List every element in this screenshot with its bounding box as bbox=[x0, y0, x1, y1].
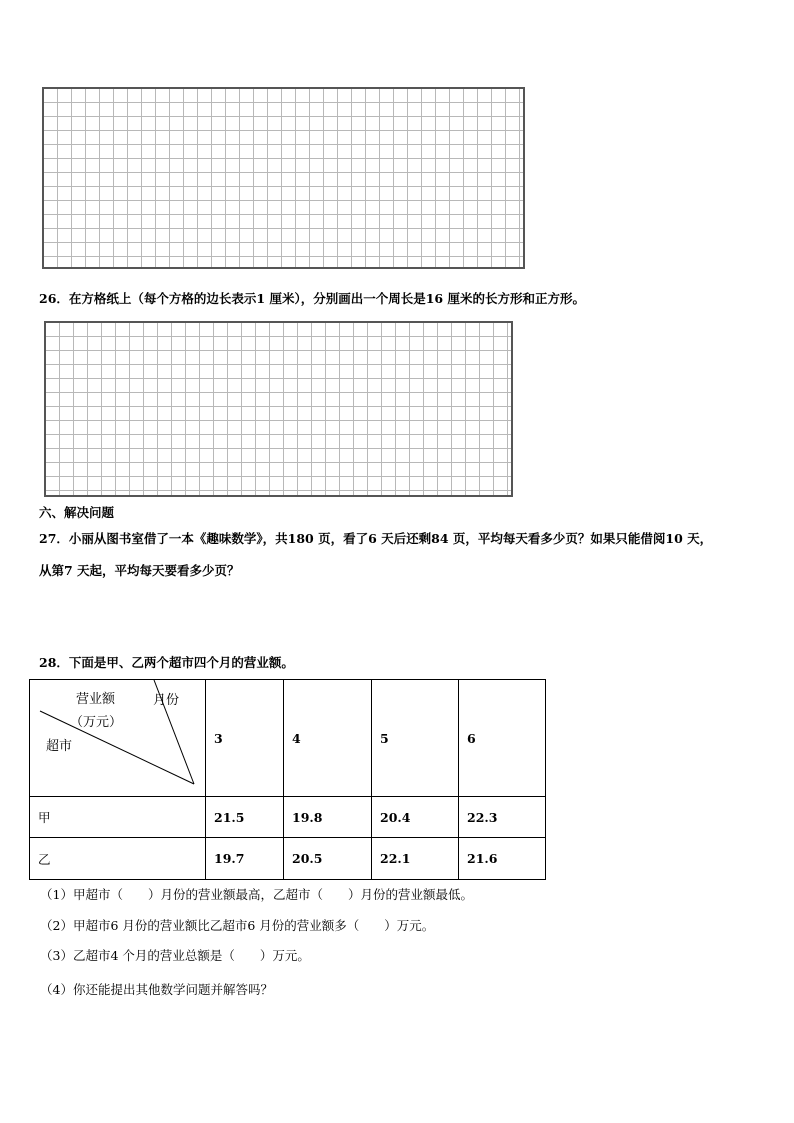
store-cell: 乙 bbox=[30, 838, 206, 880]
question-28-title: 28．下面是甲、乙两个超市四个月的营业额。 bbox=[39, 655, 294, 670]
header-revenue-label: 营业额 bbox=[76, 692, 116, 707]
question-28-sub1: （1）甲超市（ ）月份的营业额最高，乙超市（ ）月份的营业额最低。 bbox=[40, 887, 473, 902]
value-cell: 22.3 bbox=[459, 797, 546, 838]
month-header-4: 4 bbox=[284, 680, 372, 797]
table-header-row bbox=[30, 680, 546, 797]
header-store-label: 超市 bbox=[46, 739, 73, 754]
month-header-5: 5 bbox=[372, 680, 459, 797]
value-cell: 20.5 bbox=[284, 838, 372, 880]
value-cell: 21.5 bbox=[206, 797, 284, 838]
question-26-text: 26．在方格纸上（每个方格的边长表示1 厘米），分别画出一个周长是16 厘米的长方形和正方形。 bbox=[39, 291, 585, 306]
month-header-6: 6 bbox=[459, 680, 546, 797]
table-row bbox=[30, 797, 546, 838]
header-month-label: 月份 bbox=[153, 693, 180, 708]
question-28-sub3: （3）乙超市4 个月的营业总额是（ ）万元。 bbox=[40, 948, 310, 963]
value-cell: 19.8 bbox=[284, 797, 372, 838]
table-row bbox=[30, 838, 546, 880]
header-unit-label: （万元） bbox=[70, 715, 123, 730]
graph-paper-grid-top[interactable] bbox=[42, 87, 525, 269]
question-28-sub4: （4）你还能提出其他数学问题并解答吗？ bbox=[40, 982, 273, 997]
value-cell: 20.4 bbox=[372, 797, 459, 838]
section-6-title: 六、解决问题 bbox=[39, 505, 115, 520]
value-cell: 21.6 bbox=[459, 838, 546, 880]
sales-table bbox=[29, 679, 546, 880]
question-27-line1: 27．小丽从图书室借了一本《趣味数学》，共180 页，看了6 天后还剩84 页，平均每天看多少页？如果只能借阅10 天， bbox=[39, 531, 713, 546]
store-cell: 甲 bbox=[30, 797, 206, 838]
question-28-sub2: （2）甲超市6 月份的营业额比乙超市6 月份的营业额多（ ）万元。 bbox=[40, 918, 435, 933]
month-header-3: 3 bbox=[206, 680, 284, 797]
graph-paper-grid-q26[interactable] bbox=[44, 321, 513, 497]
diagonal-header-cell bbox=[30, 680, 206, 797]
value-cell: 22.1 bbox=[372, 838, 459, 880]
value-cell: 19.7 bbox=[206, 838, 284, 880]
question-27-line2: 从第7 天起，平均每天要看多少页？ bbox=[39, 563, 240, 578]
